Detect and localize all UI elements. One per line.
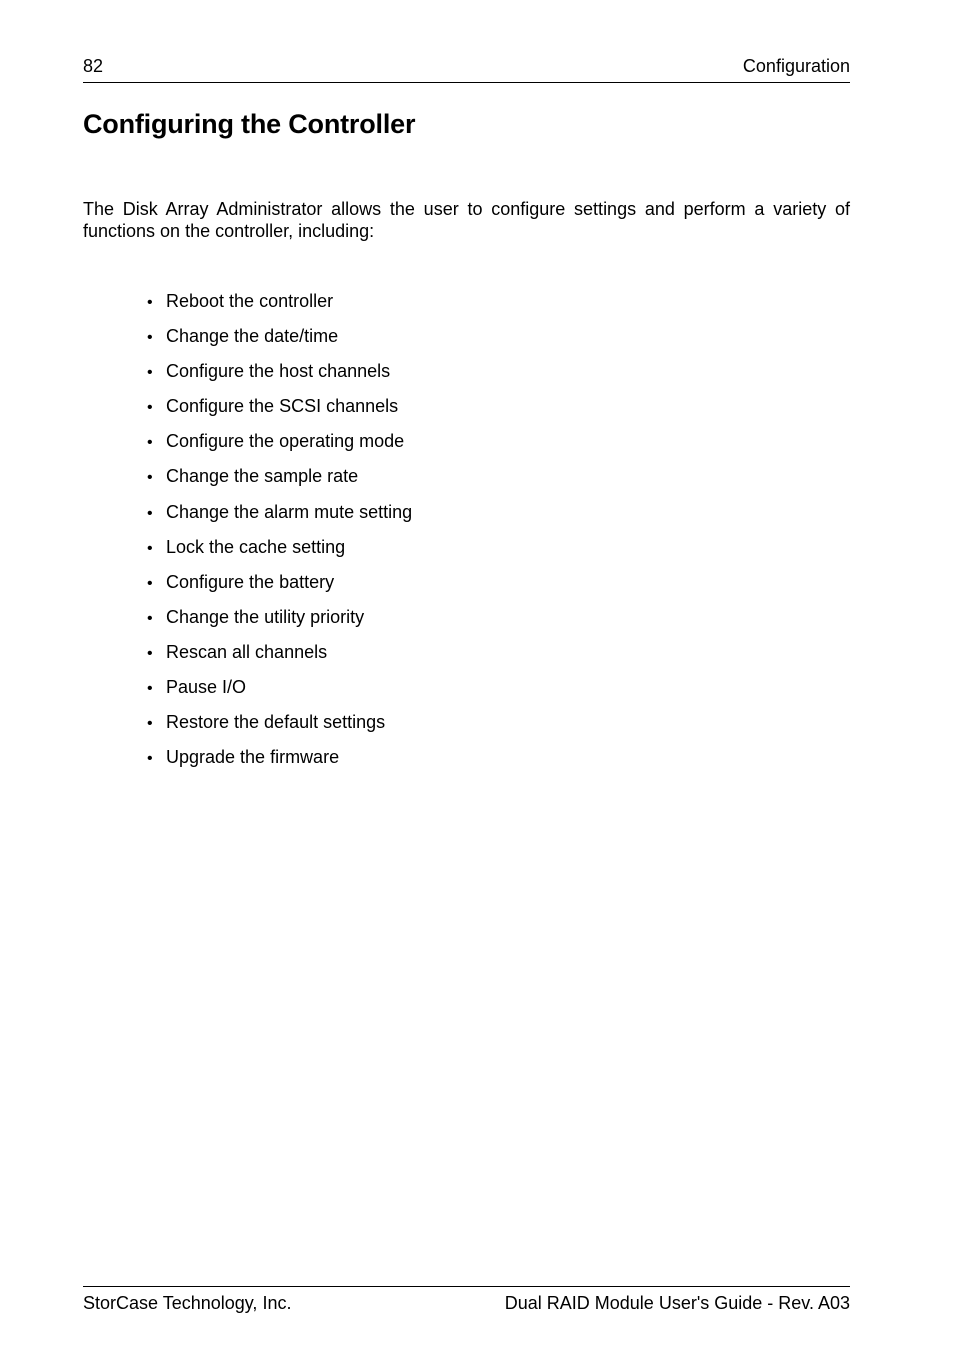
page-footer <box>83 1286 850 1313</box>
bullet-icon: • <box>147 750 153 768</box>
list-item <box>147 501 412 536</box>
list-item-label: Change the date/time <box>166 326 339 347</box>
list-item <box>147 571 412 606</box>
list-item <box>147 711 412 746</box>
page-number: 82 <box>83 56 104 76</box>
function-list <box>147 290 412 781</box>
list-item-label: Pause I/O <box>166 677 247 698</box>
list-item-label: Configure the operating mode <box>166 431 405 452</box>
bullet-icon: • <box>147 399 153 417</box>
list-item-label: Restore the default settings <box>166 712 386 733</box>
page-header <box>83 56 850 83</box>
page-title: Configuring the Controller <box>83 109 416 139</box>
bullet-icon: • <box>147 609 153 627</box>
list-item-label: Reboot the controller <box>166 291 334 311</box>
list-item-label: Change the utility priority <box>166 606 365 627</box>
list-item <box>147 536 412 571</box>
list-item-label: Configure the SCSI channels <box>166 396 399 417</box>
bullet-icon: • <box>147 434 153 452</box>
bullet-icon: • <box>147 329 153 347</box>
bullet-icon: • <box>147 364 153 382</box>
list-item <box>147 746 412 781</box>
intro-paragraph: The Disk Array Administrator allows the user to configure settings and perform a variety of functions on the controller, including: <box>83 199 850 241</box>
list-item <box>147 641 412 676</box>
list-item <box>147 325 412 360</box>
bullet-icon: • <box>147 680 153 698</box>
list-item-label: Rescan all channels <box>166 641 328 662</box>
bullet-icon: • <box>147 504 153 522</box>
list-item-label: Change the sample rate <box>166 466 359 487</box>
list-item <box>147 290 412 325</box>
footer-company: StorCase Technology, Inc. <box>83 1293 292 1313</box>
bullet-icon: • <box>147 715 153 733</box>
bullet-icon: • <box>147 294 153 311</box>
bullet-icon: • <box>147 539 153 557</box>
bullet-icon: • <box>147 469 153 487</box>
list-item <box>147 430 412 465</box>
list-item-label: Configure the battery <box>166 571 335 592</box>
list-item <box>147 465 412 500</box>
bullet-icon: • <box>147 644 153 662</box>
bullet-icon: • <box>147 574 153 592</box>
list-item-label: Configure the host channels <box>166 361 391 382</box>
section-title: Configuration <box>742 56 850 76</box>
list-item <box>147 360 412 395</box>
list-item-label: Upgrade the firmware <box>166 747 340 768</box>
footer-guide-title: Dual RAID Module User's Guide - Rev. A03 <box>504 1293 850 1313</box>
list-item-label: Change the alarm mute setting <box>166 501 413 522</box>
list-item <box>147 606 412 641</box>
list-item <box>147 395 412 430</box>
list-item-label: Lock the cache setting <box>166 536 346 557</box>
list-item <box>147 676 412 711</box>
